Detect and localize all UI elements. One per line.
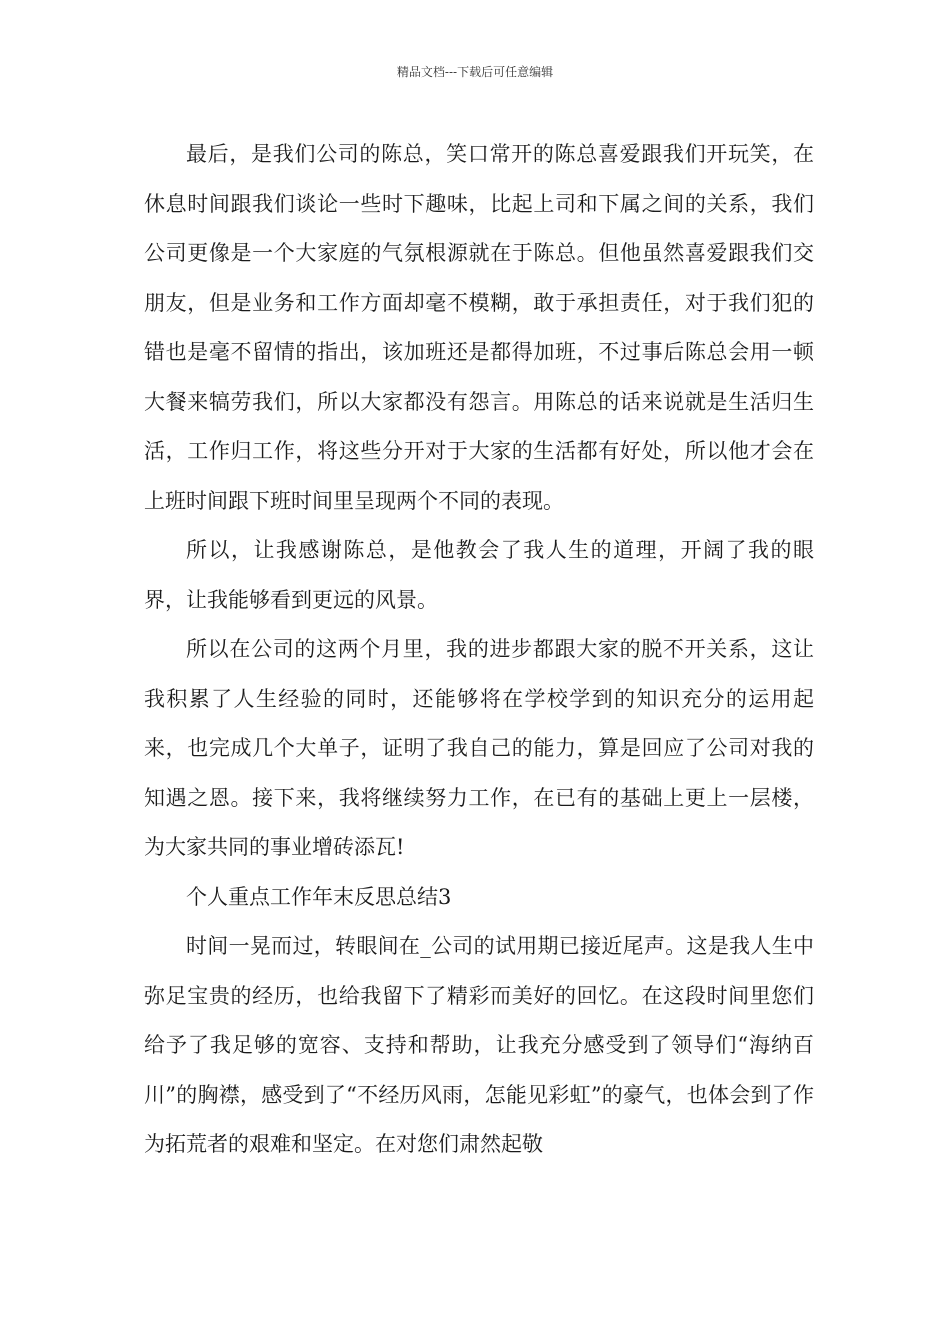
paragraph-1: 最后，是我们公司的陈总，笑口常开的陈总喜爱跟我们开玩笑，在休息时间跟我们谈论一些时下趣味，比起上司和下属之间的关系，我们公司更像是一个大家庭的气氛根源就在于陈总。但他虽然喜爱跟我们交朋友，但是业务和工作方面却毫不模糊，敢于承担责任，对于我们犯的错也是毫不留情的指出，该加班还是都得加班，不过事后陈总会用一顿大餐来犒劳我们，所以大家都没有怨言。用陈总的话来说就是生活归生活，工作归工作，将这些分开对于大家的生活都有好处，所以他才会在上班时间跟下班时间里呈现两个不同的表现。 [144, 142, 814, 513]
paragraph-4: 时间一晃而过，转眼间在_公司的试用期已接近尾声。这是我人生中弥足宝贵的经历，也给我留下了精彩而美好的回忆。在这段时间里您们给予了我足够的宽容、支持和帮助，让我充分感受到了领导们“海纳百川”的胸襟，感受到了“不经历风雨，怎能见彩虹”的豪气，也体会到了作为拓荒者的艰难和坚定。在对您们肃然起敬 [144, 934, 814, 1156]
paragraph-2: 所以，让我感谢陈总，是他教会了我人生的道理，开阔了我的眼界，让我能够看到更远的风景。 [144, 538, 814, 612]
paragraph-3: 所以在公司的这两个月里，我的进步都跟大家的脱不开关系，这让我积累了人生经验的同时，还能够将在学校学到的知识充分的运用起来，也完成几个大单子，证明了我自己的能力，算是回应了公司对我的知遇之恩。接下来，我将继续努力工作，在已有的基础上更上一层楼，为大家共同的事业增砖添瓦! [144, 637, 814, 859]
document-body [144, 130, 814, 1170]
page-header: 精品文档---下载后可任意编辑 [396, 65, 554, 79]
section-heading: 个人重点工作年末反思总结3 [186, 884, 452, 909]
